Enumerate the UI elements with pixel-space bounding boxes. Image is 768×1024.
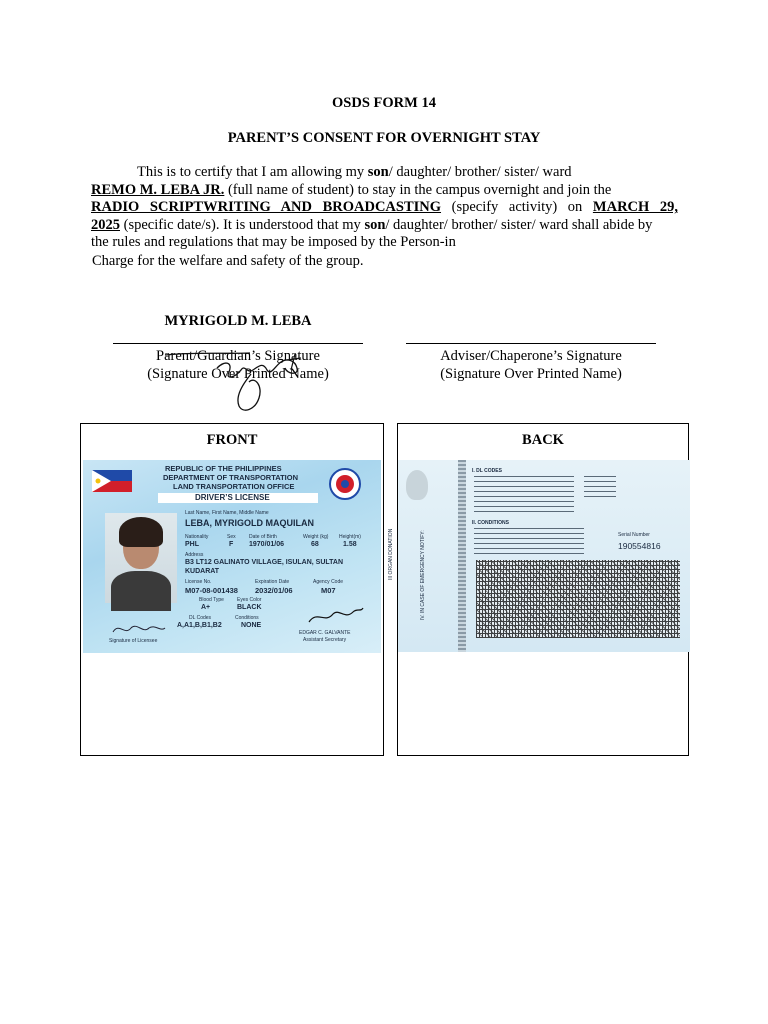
student-name: REMO M. LEBA JR. [91,181,225,198]
activity-name: RADIO SCRIPTWRITING AND BROADCASTING [91,199,442,215]
value-dl-codes: A,A1,B,B1,B2 [177,622,222,629]
son-emphasis: son [364,216,386,233]
label-license-no: License No. [185,579,212,585]
official-title: Assistant Secretary [303,637,347,643]
value-agency: M07 [321,586,336,595]
label-expiration: Expiration Date [255,579,290,585]
back-label: BACK [522,432,564,448]
organ-donation-label: III ORGAN DONATION [388,528,394,580]
label-sex: Sex [227,534,236,540]
consent-line-3 [91,199,678,217]
consent-text: (specific date/s). It is understood that my [120,216,365,233]
label-blood: Blood Type [199,597,224,603]
official-name: EDGAR C. GALVANTE [299,630,351,636]
consent-line-1 [91,164,678,182]
value-address-line2: KUDARAT [185,568,220,575]
dl-codes-values [584,476,616,500]
parent-signature-sublabel: (Signature Over Printed Name) [147,366,329,382]
value-sex: F [229,541,234,548]
consent-line-4 [91,217,678,235]
adviser-signature-sublabel: (Signature Over Printed Name) [440,366,622,382]
label-nationality: Nationality [185,534,209,540]
license-department: DEPARTMENT OF TRANSPORTATION [163,473,298,482]
handwritten-signature [155,340,315,420]
value-blood: A+ [201,604,211,611]
label-agency: Agency Code [313,579,344,585]
consent-text: (specify activity) on [451,199,583,215]
value-eyes: BLACK [237,604,262,611]
value-expiration: 2032/01/06 [255,586,293,595]
label-licensee-signature: Signature of Licensee [109,638,158,644]
value-address-line1: B3 LT12 GALINATO VILLAGE, ISULAN, SULTAN [185,559,344,566]
son-emphasis: son [367,164,389,180]
value-license-no: M07-08-001438 [185,586,238,595]
parent-signature-label: Parent/Guardian’s Signature [156,348,320,364]
serial-label: Serial Number [618,532,650,538]
label-dl-codes: DL Codes [189,615,212,621]
serial-number: 190554816 [618,541,661,551]
activity-date: MARCH 29, [592,199,678,215]
value-weight: 68 [311,541,319,548]
label-eyes: Eyes Color [237,597,262,603]
license-republic: REPUBLIC OF THE PHILIPPINES [165,464,282,473]
adviser-signature-line [406,343,656,344]
license-holder-name: LEBA, MYRIGOLD MAQUILAN [185,518,314,528]
label-address: Address [185,552,204,558]
label-height: Height(m) [339,534,361,540]
consent-paragraph [91,164,678,270]
dl-codes-header: I. DL CODES [472,468,502,474]
consent-text: / daughter/ brother/ sister/ ward [388,164,572,180]
security-strip [458,460,466,652]
consent-text: / daughter/ brother/ sister/ ward shall abide by [385,216,653,233]
label-dob: Date of Birth [249,534,277,540]
label-weight: Weight (kg) [303,534,329,540]
value-height: 1.58 [343,541,357,548]
consent-line-6: Charge for the welfare and safety of the group. [92,252,364,269]
consent-line-2 [91,182,678,200]
consent-text: This is to certify that I am allowing my [137,164,368,180]
activity-date-year: 2025 [91,216,120,233]
emergency-label: IV. IN CASE OF EMERGENCY NOTIFY: [420,530,426,620]
value-dob: 1970/01/06 [249,541,285,548]
form-title: PARENT’S CONSENT FOR OVERNIGHT STAY [227,130,541,146]
philippine-flag-icon [92,470,132,492]
official-signature-icon [305,604,365,628]
conditions-header: II. CONDITIONS [472,520,509,526]
consent-line-5: the rules and regulations that may be imposed by the Person-in [91,234,456,250]
pdf417-barcode [476,560,680,638]
parent-printed-name: MYRIGOLD M. LEBA [164,313,312,329]
license-front-image [83,460,381,653]
value-conditions: NONE [241,622,262,629]
form-number: OSDS FORM 14 [332,95,436,111]
license-office: LAND TRANSPORTATION OFFICE [173,482,295,491]
consent-text: (full name of student) to stay in the campus overnight and join the [224,181,612,198]
conditions-list [474,528,584,554]
ghost-photo [406,470,428,500]
adviser-signature-label: Adviser/Chaperone’s Signature [440,348,622,364]
lto-seal-icon [329,468,361,500]
dl-codes-list [474,476,574,512]
license-back-image [388,460,690,652]
license-name-caption: Last Name, First Name, Middle Name [185,510,269,516]
value-nationality: PHL [185,541,199,548]
licensee-signature-icon [109,620,169,638]
label-conditions: Conditions [235,615,259,621]
front-label: FRONT [206,432,258,448]
license-photo [105,513,177,603]
license-doc-title: DRIVER’S LICENSE [195,493,270,502]
